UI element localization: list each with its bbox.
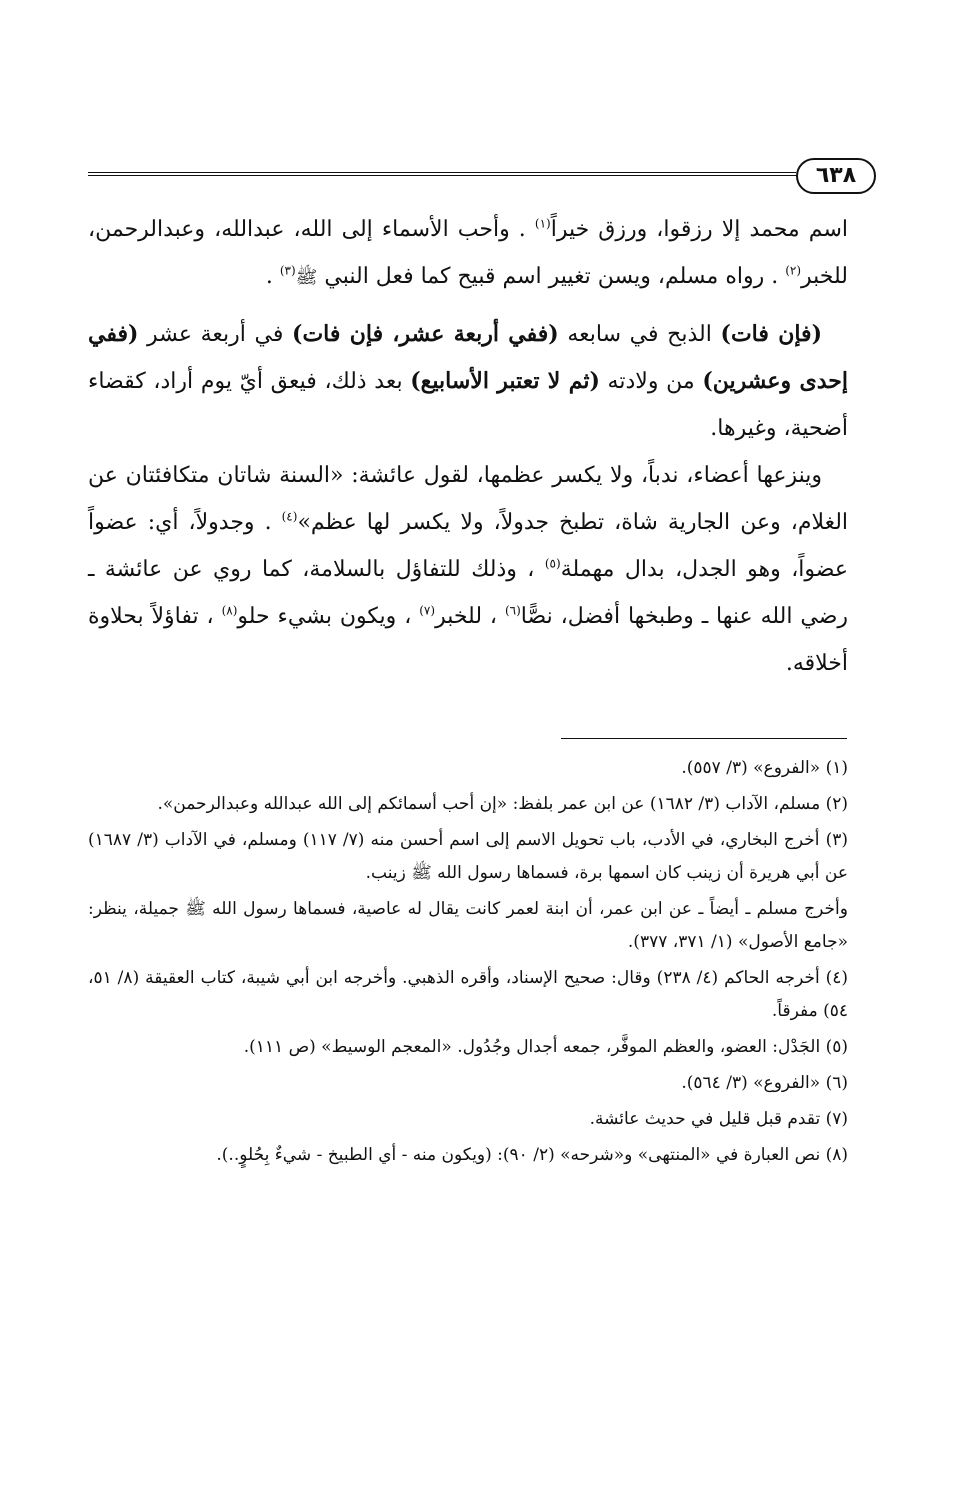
footnote-ref[interactable]: (٧) [419, 603, 436, 618]
bold-phrase: (ثم لا تعتبر الأسابيع) [410, 368, 600, 394]
footnote-1: (١) «الفروع» (٣/ ٥٥٧). [681, 758, 848, 778]
header-rule [88, 172, 796, 176]
footnote-3: (٣) أخرج البخاري، في الأدب، باب تحويل الاسم إلى اسم أحسن منه (٧/ ١١٧) ومسلم، في الآداب (٣/ ١٦٨٧) عن أبي هريرة أن زينب كان اسمها برة، فسماها رسول الله ﷺ زينب. [88, 830, 848, 883]
footnote-6: (٦) «الفروع» (٣/ ٥٦٤). [681, 1073, 848, 1093]
text-run: وينزعها أعضاء، ندباً، ولا يكسر عظمها، لقول عائشة: «السنة شاتان متكافئتان عن الغلام، وعن الجارية شاة، تطبخ جدولاً، ولا يكسر لها عظم» [88, 463, 849, 535]
main-text [88, 206, 848, 687]
text-run: ، وذلك للتفاؤل بالسلامة، كما روي عن عائشة ـ رضي الله عنها ـ وطبخها أفضل، نصًّا [88, 557, 849, 629]
footnote-8: (٨) نص العبارة في «المنتهى» و«شرحه» (٢/ ٩٠): (ويكون منه - أي الطبيخ - شيءٌ بِحُلوٍ..). [216, 1145, 848, 1165]
footnote-5: (٥) الجَدْل: العضو، والعظم الموفَّر، جمعه أجدال وجُدُول. «المعجم الوسيط» (ص ١١١). [243, 1037, 848, 1057]
text-run: ، ويكون بشيء حلو [237, 604, 420, 629]
footnote-4: (٤) أخرجه الحاكم (٤/ ٢٣٨) وقال: صحيح الإسناد، وأقره الذهبي. وأخرجه ابن أبي شيبة، كتاب العقيقة (٨/ ٥١، ٥٤) مفرقاً. [88, 968, 849, 1021]
salutation-glyph: ﷺ [295, 267, 318, 288]
text-run: بعد ذلك، فيعق أيّ يوم أراد، كقضاء أضحية، وغيرها. [88, 369, 848, 441]
paragraph-3 [88, 452, 848, 687]
footnote-3-continued: وأخرج مسلم ـ أيضاً ـ عن ابن عمر، أن ابنة لعمر كانت يقال له عاصية، فسماها رسول الله ﷺ جميلة، ينظر: «جامع الأصول» (١/ ٣٧١، ٣٧٧). [88, 899, 848, 952]
bold-phrase: (ففي إحدى وعشرين) [88, 321, 848, 394]
footnote-ref[interactable]: (٤) [281, 509, 298, 524]
text-run: ، للخبر [435, 604, 505, 629]
footnote-ref[interactable]: (١) [534, 216, 551, 231]
page-number: ٦٣٨ [796, 158, 876, 194]
text-run: ، تفاؤلاً بحلاوة أخلاقه. [88, 604, 848, 676]
bold-phrase: (ففي أربعة عشر، فإن فات) [292, 321, 559, 347]
footnote-ref[interactable]: (٢) [785, 263, 802, 278]
footnotes-section [88, 752, 848, 1175]
text-run: الذبح في سابعه [558, 322, 721, 347]
footnote-ref[interactable]: (٨) [221, 603, 238, 618]
footnote-7: (٧) تقدم قبل قليل في حديث عائشة. [589, 1109, 848, 1129]
footnote-ref[interactable]: (٥) [544, 556, 561, 571]
paragraph-1 [88, 206, 848, 301]
text-run: . [265, 264, 280, 289]
page-header [88, 158, 878, 198]
bold-phrase: (فإن فات) [720, 321, 822, 347]
footnote-ref[interactable]: (٦) [504, 603, 521, 618]
text-run: . وأحب الأسماء إلى الله، عبدالله، وعبدالرحمن، للخبر [88, 217, 848, 289]
text-run: من ولادته [599, 369, 703, 394]
footnote-2: (٢) مسلم، الآداب (٣/ ١٦٨٢) عن ابن عمر بلفظ: «إن أحب أسمائكم إلى الله عبدالله وعبدالرحمن». [157, 794, 848, 814]
text-run: . وجدولاً، أي: عضواً عضواً، وهو الجدل، بدال مهملة [88, 510, 848, 582]
text-run: اسم محمد إلا رزقوا، ورزق خيراً [550, 217, 848, 242]
footnote-ref[interactable]: (٣) [279, 263, 296, 278]
text-run: في أربعة عشر [138, 322, 293, 347]
footnote-separator [561, 738, 847, 739]
text-run: . رواه مسلم، ويسن تغيير اسم قبيح كما فعل النبي [317, 264, 786, 289]
paragraph-2 [88, 311, 848, 452]
